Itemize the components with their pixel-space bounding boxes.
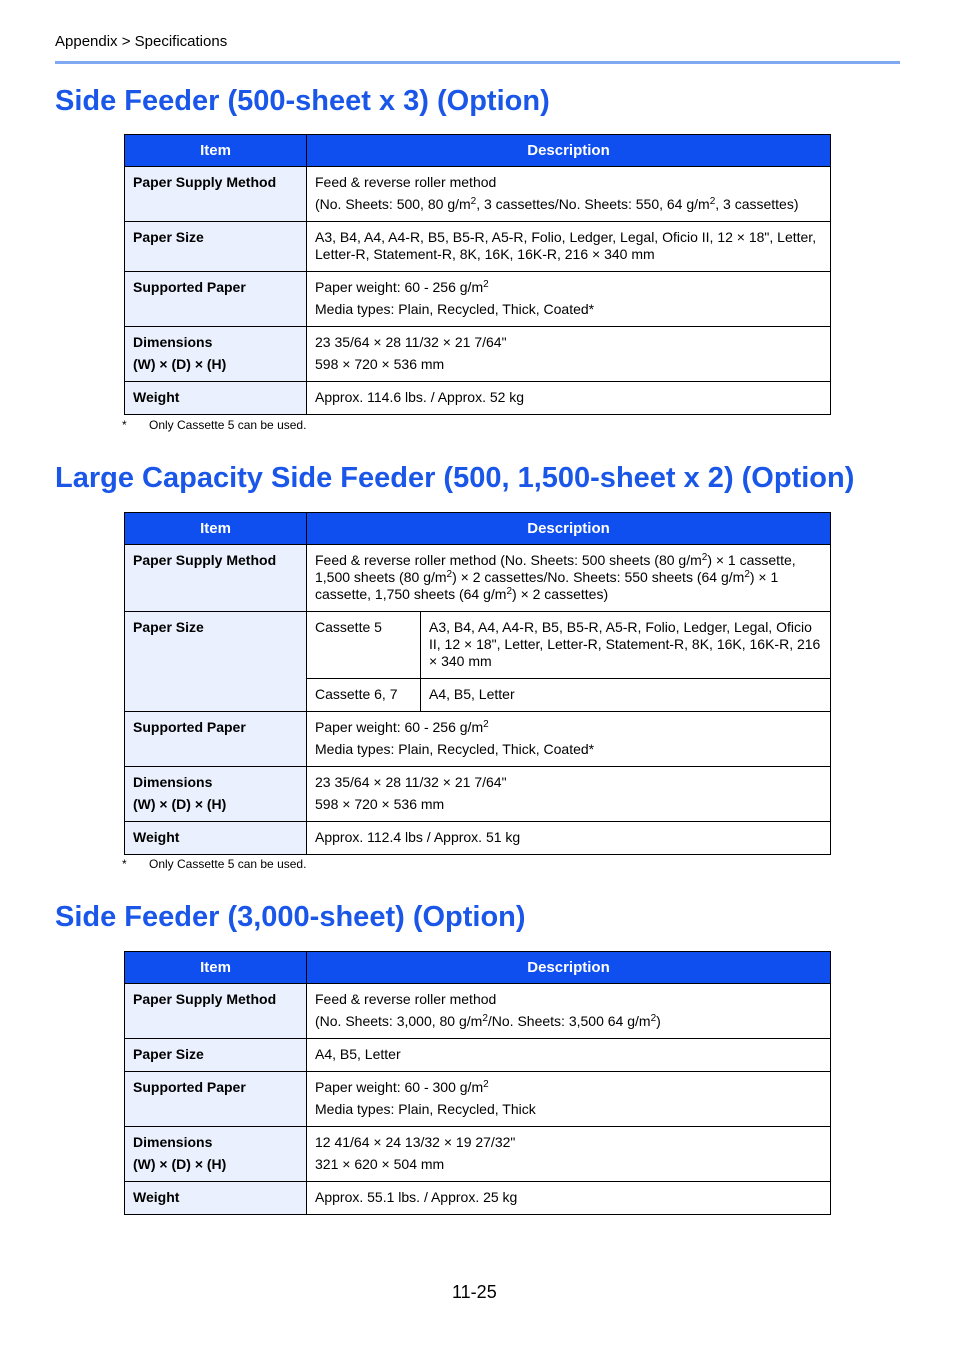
row-value-dimensions — [307, 1127, 831, 1182]
table-header-row — [125, 135, 831, 167]
row-value-supported-paper — [307, 1072, 831, 1127]
row-label-supported-paper: Supported Paper — [125, 272, 307, 327]
dimensions-mm: 321 × 620 × 504 mm — [315, 1156, 445, 1172]
cassette-6-7-label: Cassette 6, 7 — [307, 679, 421, 712]
row-label-supported-paper: Supported Paper — [125, 1072, 307, 1127]
row-value-paper-size: A3, B4, A4, A4-R, B5, B5-R, A5-R, Folio, Ledger, Legal, Oficio II, 12 × 18", Letter, Letter-R, Statement-R, 8K, 16K, 16K-R, 216 × 340 mm — [307, 222, 831, 272]
table-row — [125, 382, 831, 415]
row-label-supported-paper: Supported Paper — [125, 712, 307, 767]
spec-table-side-feeder-3000 — [124, 951, 831, 1215]
table-row — [125, 1072, 831, 1127]
row-value-paper-supply-method — [307, 167, 831, 222]
dimensions-mm: 598 × 720 × 536 mm — [315, 796, 445, 812]
row-label-paper-size: Paper Size — [125, 612, 307, 712]
row-label-paper-size: Paper Size — [125, 1039, 307, 1072]
column-header-item: Item — [125, 135, 307, 167]
dimensions-mm: 598 × 720 × 536 mm — [315, 356, 445, 372]
row-label-paper-supply-method: Paper Supply Method — [125, 984, 307, 1039]
row-label-paper-supply-method: Paper Supply Method — [125, 167, 307, 222]
row-value-supported-paper — [307, 712, 831, 767]
table-row — [125, 1039, 831, 1072]
table-header-row — [125, 513, 831, 545]
row-label-dimensions: Dimensions (W) × (D) × (H) — [125, 1127, 307, 1182]
paper-weight-line: Paper weight: 60 - 256 $g/m^2$ — [315, 719, 489, 735]
cassette-6-7-paper-size: A4, B5, Letter — [421, 679, 831, 712]
table-row — [125, 822, 831, 855]
footnote-section-1: * Only Cassette 5 can be used. — [122, 418, 307, 432]
table-row — [125, 222, 831, 272]
row-label-dimensions: Dimensions (W) × (D) × (H) — [125, 767, 307, 822]
table-row — [125, 612, 831, 679]
table-row — [125, 167, 831, 222]
row-label-weight: Weight — [125, 1182, 307, 1215]
footnote-section-2: * Only Cassette 5 can be used. — [122, 857, 307, 871]
column-header-description: Description — [307, 135, 831, 167]
column-header-description: Description — [307, 513, 831, 545]
row-label-weight: Weight — [125, 822, 307, 855]
supply-line-2: (No. Sheets: 500, 80 $g/m^2$, 3 cassettes/No. Sheets: 550, 64 $g/m^2$, 3 cassettes) — [315, 196, 799, 212]
cassette-5-label: Cassette 5 — [307, 612, 421, 679]
spec-table-large-capacity-side-feeder — [124, 512, 831, 855]
dimensions-inch: 23 35/64 × 28 11/32 × 21 7/64" — [315, 334, 507, 350]
section-title-large-capacity-side-feeder: Large Capacity Side Feeder (500, 1,500-sheet x 2) (Option) — [55, 462, 855, 494]
supply-line-1: Feed & reverse roller method — [315, 991, 497, 1007]
table-row — [125, 327, 831, 382]
table-header-row — [125, 952, 831, 984]
row-value-supported-paper — [307, 272, 831, 327]
row-value-weight: Approx. 114.6 lbs. / Approx. 52 kg — [307, 382, 831, 415]
row-value-weight: Approx. 112.4 lbs / Approx. 51 kg — [307, 822, 831, 855]
table-row — [125, 1127, 831, 1182]
table-row — [125, 712, 831, 767]
cassette-5-paper-size: A3, B4, A4, A4-R, B5, B5-R, A5-R, Folio, Ledger, Legal, Oficio II, 12 × 18", Letter, Letter-R, Statement-R, 8K, 16K, 16K-R, 216 × 340 mm — [421, 612, 831, 679]
row-label-weight: Weight — [125, 382, 307, 415]
row-label-paper-supply-method: Paper Supply Method — [125, 545, 307, 612]
row-value-paper-supply-method — [307, 984, 831, 1039]
row-value-dimensions — [307, 327, 831, 382]
dimensions-inch: 12 41/64 × 24 13/32 × 19 27/32" — [315, 1134, 516, 1150]
row-value-dimensions — [307, 767, 831, 822]
section-title-side-feeder-500x3: Side Feeder (500-sheet x 3) (Option) — [55, 85, 550, 117]
table-row — [125, 545, 831, 612]
media-types-line: Media types: Plain, Recycled, Thick, Coated* — [315, 301, 595, 317]
column-header-description: Description — [307, 952, 831, 984]
row-label-dimensions: Dimensions (W) × (D) × (H) — [125, 327, 307, 382]
row-value-paper-supply-method: Feed & reverse roller method (No. Sheets: 500 sheets (80 $g/m^2) \times 1$ cassette, 1,500 sheets (80 $g/m^2) \times 2$ cassettes/No. Sheets: 550 sheets (64 $g/m^2) \times 1$ cassette, 1,750 sheets (64 $g/m^2) \times 2$ cassettes) — [307, 545, 831, 612]
column-header-item: Item — [125, 513, 307, 545]
row-value-paper-size: A4, B5, Letter — [307, 1039, 831, 1072]
table-row — [125, 984, 831, 1039]
supply-line-2: (No. Sheets: 3,000, 80 $g/m^2/No$. Sheets: 3,500 64 $g/m^2$) — [315, 1013, 661, 1029]
page-number: 11-25 — [452, 1282, 497, 1302]
row-value-weight: Approx. 55.1 lbs. / Approx. 25 kg — [307, 1182, 831, 1215]
media-types-line: Media types: Plain, Recycled, Thick, Coated* — [315, 741, 595, 757]
column-header-item: Item — [125, 952, 307, 984]
spec-table-side-feeder-500x3 — [124, 134, 831, 415]
supply-line-1: Feed & reverse roller method — [315, 174, 497, 190]
media-types-line: Media types: Plain, Recycled, Thick — [315, 1101, 536, 1117]
breadcrumb: Appendix > Specifications — [55, 33, 228, 50]
header-divider — [55, 61, 900, 64]
section-title-side-feeder-3000: Side Feeder (3,000-sheet) (Option) — [55, 901, 526, 933]
paper-weight-line: Paper weight: 60 - 256 $g/m^2$ — [315, 279, 489, 295]
table-row — [125, 767, 831, 822]
table-row — [125, 1182, 831, 1215]
paper-weight-line: Paper weight: 60 - 300 $g/m^2$ — [315, 1079, 489, 1095]
table-row — [125, 272, 831, 327]
row-label-paper-size: Paper Size — [125, 222, 307, 272]
dimensions-inch: 23 35/64 × 28 11/32 × 21 7/64" — [315, 774, 507, 790]
